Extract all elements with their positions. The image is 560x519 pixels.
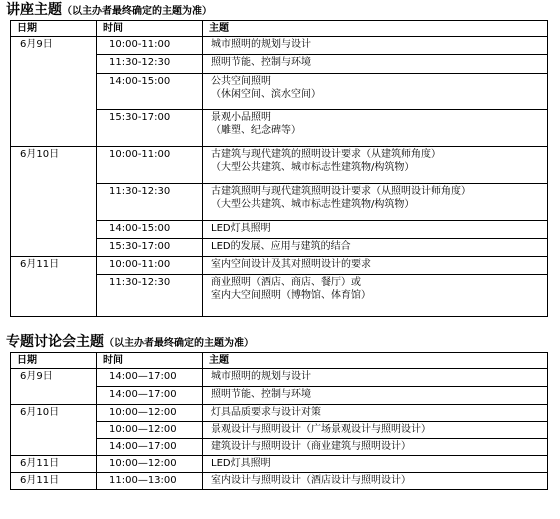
table-row	[11, 405, 548, 422]
topic-line: LED的发展、应用与建筑的结合	[211, 241, 351, 252]
topic-cell: 建筑设计与照明设计（商业建筑与照明设计）	[203, 439, 548, 456]
time-cell: 10:00—12:00	[97, 405, 203, 422]
header-date: 日期	[11, 353, 97, 369]
topic-cell: 灯具品质要求与设计对策	[203, 405, 548, 422]
lecture-header-row	[11, 21, 548, 37]
time-cell: 10:00-11:00	[97, 257, 203, 275]
lecture-title-main: 讲座主题	[6, 2, 62, 18]
time-cell: 10:00-11:00	[97, 147, 203, 184]
topic-line: LED灯具照明	[211, 223, 271, 234]
table-row	[11, 37, 548, 55]
topic-line: 照明节能、控制与环境	[211, 57, 311, 68]
time-cell: 15:30-17:00	[97, 239, 203, 257]
topic-line: 室内大空间照明（博物馆、体育馆）	[211, 290, 371, 301]
time-cell: 14:00-15:00	[97, 74, 203, 110]
header-date: 日期	[11, 21, 97, 37]
time-cell: 14:00—17:00	[97, 369, 203, 387]
time-cell: 10:00—12:00	[97, 422, 203, 439]
time-cell: 11:30-12:30	[97, 275, 203, 317]
topic-cell	[203, 110, 548, 147]
time-cell: 10:00-11:00	[97, 37, 203, 55]
topic-line: 室内空间设计及其对照明设计的要求	[211, 259, 371, 270]
seminar-title-main: 专题讨论会主题	[6, 334, 104, 350]
time-cell: 11:00—13:00	[97, 473, 203, 490]
topic-line: 商业照明（酒店、商店、餐厅）或	[211, 277, 361, 288]
topic-line: 古建筑照明与现代建筑照明设计要求（从照明设计师角度）	[211, 186, 471, 197]
table-row	[11, 257, 548, 275]
topic-cell: 室内设计与照明设计（酒店设计与照明设计）	[203, 473, 548, 490]
topic-line: （大型公共建筑、城市标志性建筑物/构筑物）	[211, 199, 415, 210]
table-row	[11, 369, 548, 387]
topic-cell: 景观设计与照明设计（广场景观设计与照明设计）	[203, 422, 548, 439]
topic-cell: 照明节能、控制与环境	[203, 387, 548, 405]
topic-cell	[203, 74, 548, 110]
lecture-section-title	[6, 1, 212, 17]
date-cell: 6月10日	[11, 147, 97, 257]
topic-line: （休闲空间、滨水空间）	[211, 89, 321, 100]
time-cell: 14:00—17:00	[97, 387, 203, 405]
topic-cell	[203, 221, 548, 239]
topic-cell	[203, 239, 548, 257]
date-cell: 6月11日	[11, 473, 97, 490]
topic-line: 古建筑与现代建筑的照明设计要求（从建筑师角度）	[211, 149, 441, 160]
seminar-header-row	[11, 353, 548, 369]
lecture-table	[10, 20, 548, 317]
topic-line: 公共空间照明	[211, 76, 271, 87]
topic-cell	[203, 55, 548, 74]
date-cell: 6月11日	[11, 257, 97, 317]
header-topic: 主题	[203, 353, 548, 369]
header-time: 时间	[97, 21, 203, 37]
date-cell: 6月9日	[11, 369, 97, 405]
time-cell: 14:00-15:00	[97, 221, 203, 239]
date-cell: 6月10日	[11, 405, 97, 456]
time-cell: 15:30-17:00	[97, 110, 203, 147]
time-cell: 11:30-12:30	[97, 184, 203, 221]
seminar-section-title	[6, 333, 254, 349]
seminar-table	[10, 352, 548, 490]
topic-cell	[203, 184, 548, 221]
topic-line: 城市照明的规划与设计	[211, 39, 311, 50]
time-cell: 14:00—17:00	[97, 439, 203, 456]
topic-cell	[203, 257, 548, 275]
topic-cell	[203, 147, 548, 184]
topic-line: （大型公共建筑、城市标志性建筑物/构筑物）	[211, 162, 415, 173]
topic-cell: LED灯具照明	[203, 456, 548, 473]
date-cell: 6月9日	[11, 37, 97, 147]
time-cell: 10:00—12:00	[97, 456, 203, 473]
header-time: 时间	[97, 353, 203, 369]
time-cell: 11:30-12:30	[97, 55, 203, 74]
topic-line: 景观小品照明	[211, 112, 271, 123]
header-topic: 主题	[203, 21, 548, 37]
table-row	[11, 473, 548, 490]
topic-cell: 城市照明的规划与设计	[203, 369, 548, 387]
lecture-title-note: （以主办者最终确定的主题为准）	[62, 6, 212, 17]
topic-line: （雕塑、纪念碑等）	[211, 125, 301, 136]
topic-cell	[203, 275, 548, 317]
table-row	[11, 456, 548, 473]
seminar-title-note: （以主办者最终确定的主题为准）	[104, 338, 254, 349]
topic-cell	[203, 37, 548, 55]
table-row	[11, 147, 548, 184]
date-cell: 6月11日	[11, 456, 97, 473]
